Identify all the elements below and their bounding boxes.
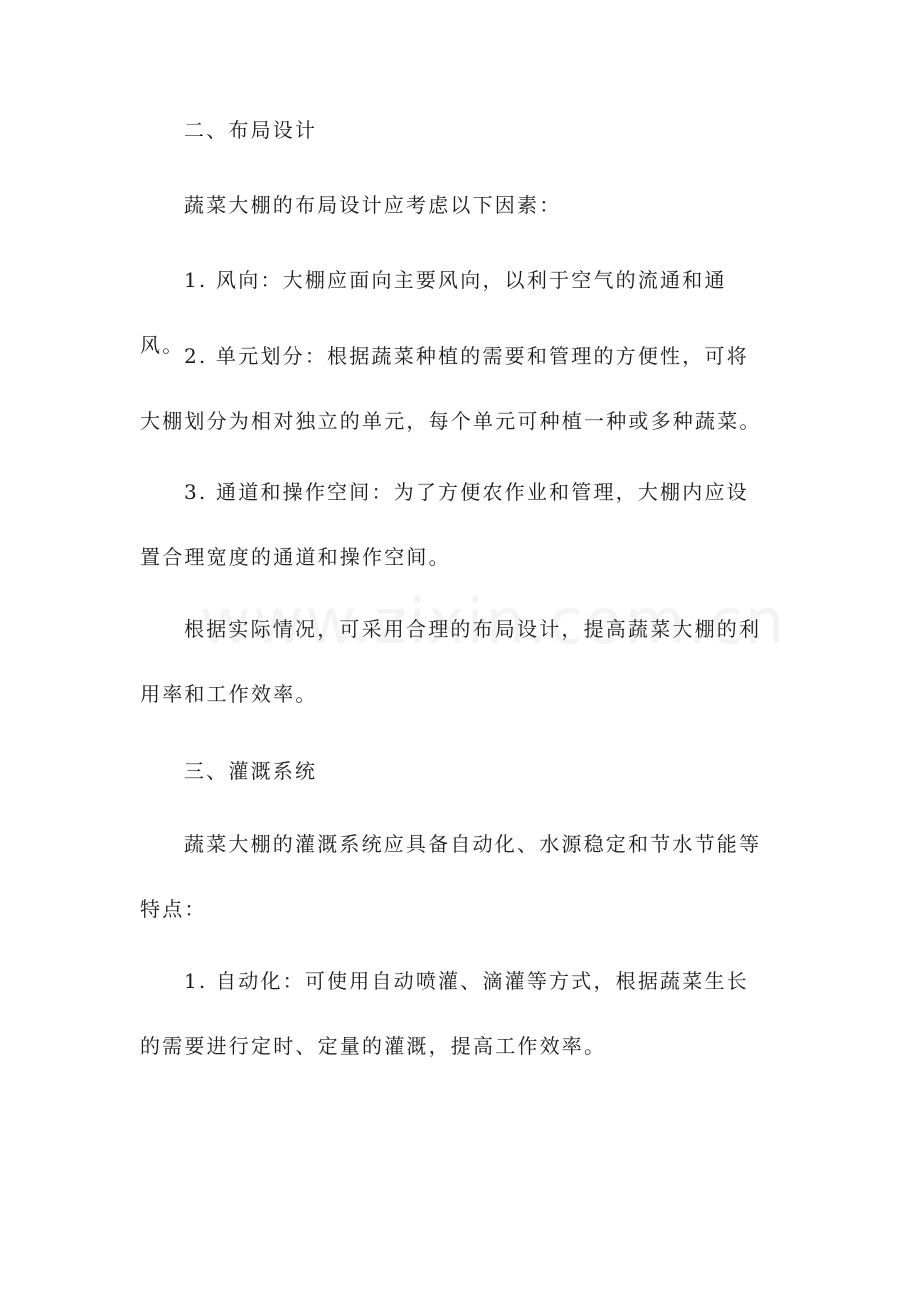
paragraph-text: 1. 自动化：可使用自动喷灌、滴灌等方式，根据蔬菜生长的需要进行定时、定量的灌溉，提高工作效率。 [140,969,749,1058]
list-item-aisles [140,460,770,590]
paragraph-text: 1. 风向：大棚应面向主要风向，以利于空气的流通和通风。 [140,268,727,357]
section-heading-irrigation [140,739,770,804]
paragraph-text: 根据实际情况，可采用合理的布局设计，提高蔬菜大棚的利用率和工作效率。 [140,617,762,706]
paragraph-text: 蔬菜大棚的布局设计应考虑以下因素： [184,193,562,217]
paragraph-irrigation-intro [140,812,770,942]
paragraph-layout-summary [140,597,770,727]
list-item-units [140,324,770,454]
paragraph-text: 2. 单元划分：根据蔬菜种植的需要和管理的方便性，可将大棚划分为相对独立的单元，每个单元可种植一种或多种蔬菜。 [140,344,762,433]
paragraph-text: 二、布局设计 [184,118,318,142]
paragraph-text: 蔬菜大棚的灌溉系统应具备自动化、水源稳定和节水节能等特点： [140,832,762,921]
section-heading-layout [140,98,770,163]
paragraph-layout-intro [140,173,770,238]
paragraph-text: 三、灌溉系统 [184,759,318,783]
paragraph-text: 3. 通道和操作空间：为了方便农作业和管理，大棚内应设置合理宽度的通道和操作空间。 [140,480,749,569]
list-item-automation [140,949,770,1079]
